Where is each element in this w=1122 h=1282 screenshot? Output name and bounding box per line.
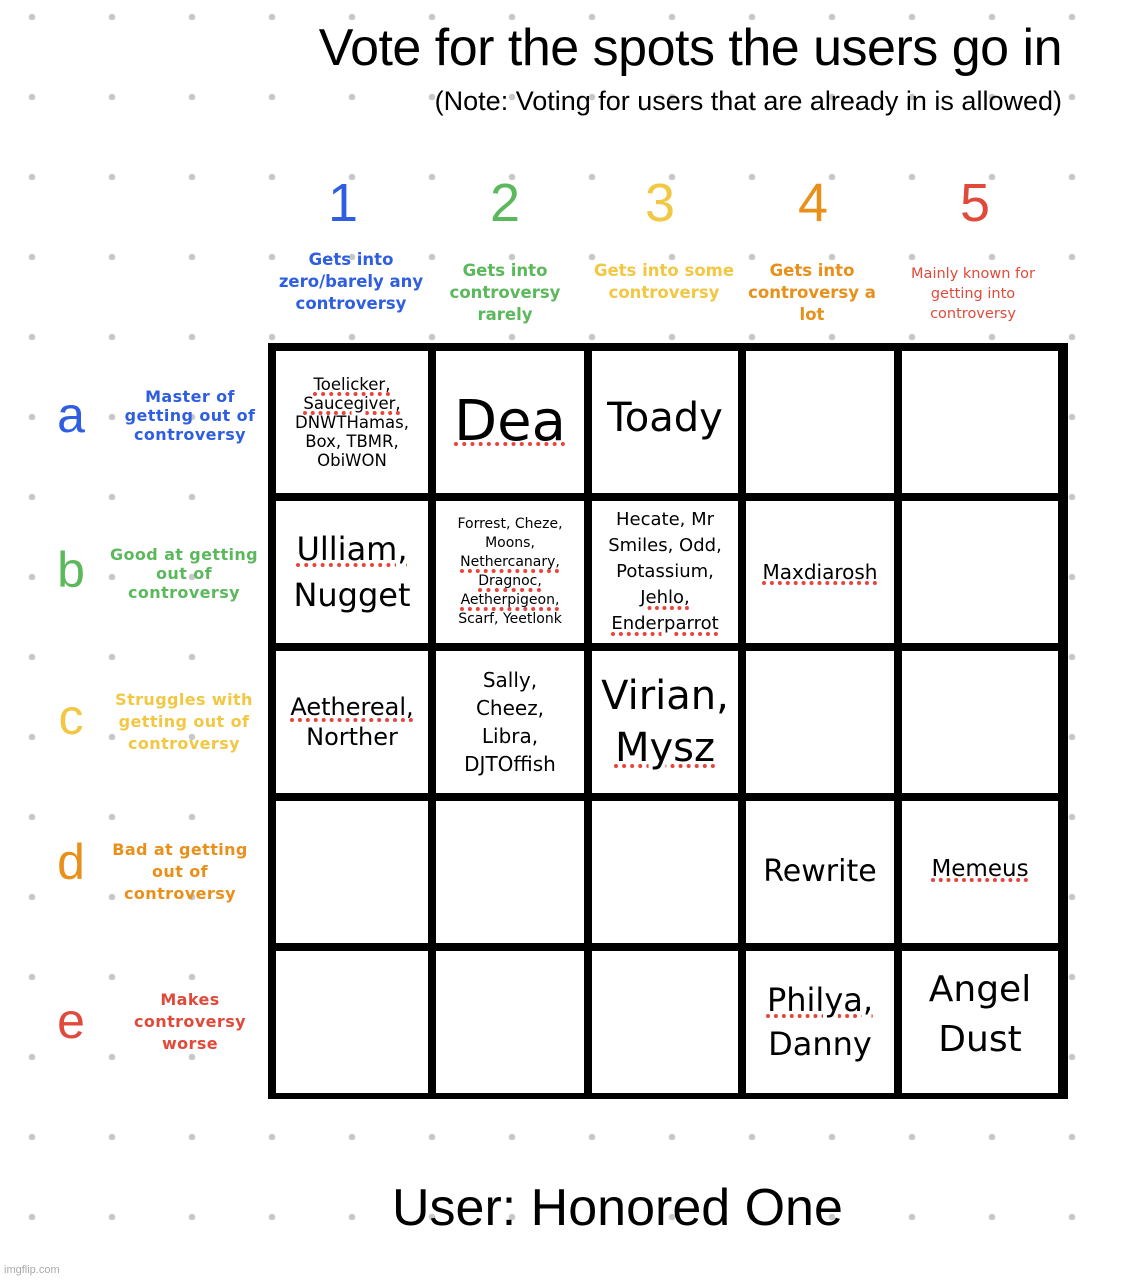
- row-letter-a: a: [57, 387, 85, 443]
- user-name: Toady: [607, 395, 723, 441]
- submitting-user: User: Honored One: [392, 1179, 843, 1237]
- user-name: Maxdiarosh: [762, 559, 878, 584]
- cell-c4[interactable]: [746, 651, 894, 793]
- cell-d3[interactable]: [592, 801, 738, 943]
- user-name: Aethereal,: [290, 693, 414, 721]
- row-desc-e: Makes controversy worse: [134, 990, 246, 1053]
- column-number-3: 3: [644, 173, 676, 233]
- user-name: Toelicker,: [313, 374, 391, 394]
- cell-b4[interactable]: [746, 501, 894, 643]
- user-name: Hecate, Mr: [615, 509, 715, 530]
- user-name: Box, TBMR,: [305, 431, 399, 451]
- cell-a2[interactable]: [436, 351, 584, 493]
- user-name: Angel: [928, 969, 1032, 1010]
- user-name: Dust: [938, 1019, 1022, 1060]
- user-name: Mysz: [614, 725, 715, 771]
- user-name: Smiles, Odd,: [608, 535, 722, 556]
- page-title: Vote for the spots the users go in: [318, 19, 1062, 77]
- user-name: Forrest, Cheze,: [457, 516, 563, 532]
- cell-c2[interactable]: [436, 651, 584, 793]
- row-letter-b: b: [57, 542, 85, 598]
- column-desc-3: Gets into some controversy: [593, 261, 735, 302]
- tier-grid: [268, 343, 1068, 1099]
- user-name: Virian,: [601, 673, 729, 719]
- user-name: Norther: [306, 723, 398, 751]
- user-name: Libra,: [481, 724, 539, 748]
- cell-d5[interactable]: [902, 801, 1058, 943]
- cell-b3[interactable]: [592, 501, 738, 643]
- cell-a1[interactable]: [276, 351, 428, 493]
- cell-a4[interactable]: [746, 351, 894, 493]
- column-desc-5: Mainly known for getting into controversy: [911, 266, 1035, 322]
- column-number-4: 4: [797, 173, 829, 233]
- column-desc-4: Gets into controversy a lot: [748, 261, 876, 324]
- user-name: DNWTHamas,: [295, 412, 409, 432]
- cell-e4[interactable]: [746, 951, 894, 1093]
- column-number-5: 5: [959, 173, 991, 233]
- row-desc-a: Master of getting out of controversy: [124, 387, 256, 444]
- cell-e5[interactable]: [902, 951, 1058, 1093]
- user-name: Sally,: [482, 668, 538, 692]
- user-name: Moons,: [485, 535, 535, 551]
- cell-b1[interactable]: [276, 501, 428, 643]
- watermark: imgflip.com: [4, 1264, 60, 1276]
- user-name: Dea: [454, 388, 566, 454]
- user-name: Rewrite: [763, 853, 877, 889]
- user-name: Nugget: [293, 576, 411, 614]
- column-desc-2: Gets into controversy rarely: [449, 261, 561, 324]
- cell-e3[interactable]: [592, 951, 738, 1093]
- cell-a3[interactable]: [592, 351, 738, 493]
- user-name: Memeus: [931, 855, 1029, 882]
- cell-a5[interactable]: [902, 351, 1058, 493]
- user-name: Aetherpigeon,: [460, 592, 560, 608]
- user-name: Philya,: [766, 981, 874, 1019]
- cell-d4[interactable]: [746, 801, 894, 943]
- user-name: DJTOffish: [464, 752, 556, 776]
- cell-e1[interactable]: [276, 951, 428, 1093]
- cell-e2[interactable]: [436, 951, 584, 1093]
- row-desc-c: Struggles with getting out of controversy: [115, 690, 253, 753]
- user-name: Cheez,: [475, 696, 545, 720]
- column-number-1: 1: [327, 173, 359, 233]
- user-name: ObiWON: [317, 450, 387, 470]
- cell-b2[interactable]: [436, 501, 584, 643]
- user-name: Nethercanary,: [460, 554, 560, 570]
- user-name: Scarf, Yeetlonk: [458, 611, 562, 627]
- column-number-2: 2: [489, 173, 521, 233]
- user-name: Potassium,: [616, 561, 714, 582]
- cell-d1[interactable]: [276, 801, 428, 943]
- user-name: Danny: [768, 1025, 872, 1063]
- row-desc-b: Good at getting out of controversy: [109, 545, 259, 602]
- user-name: Enderparrot: [611, 613, 719, 634]
- page-subtitle: (Note: Voting for users that are already in is allowed): [434, 86, 1062, 116]
- row-desc-d: Bad at getting out of controversy: [112, 840, 248, 903]
- cell-c1[interactable]: [276, 651, 428, 793]
- cell-b5[interactable]: [902, 501, 1058, 643]
- user-name: Saucegiver,: [303, 393, 401, 413]
- user-name: Jehlo,: [640, 587, 690, 608]
- user-name: Ulliam,: [296, 530, 408, 568]
- cell-c5[interactable]: [902, 651, 1058, 793]
- user-name: Dragnoc,: [478, 573, 542, 589]
- column-desc-1: Gets into zero/barely any controversy: [278, 250, 424, 313]
- row-letter-c: c: [58, 689, 84, 745]
- cell-d2[interactable]: [436, 801, 584, 943]
- cell-c3[interactable]: [592, 651, 738, 793]
- row-letter-d: d: [57, 834, 85, 890]
- row-letter-e: e: [57, 993, 85, 1049]
